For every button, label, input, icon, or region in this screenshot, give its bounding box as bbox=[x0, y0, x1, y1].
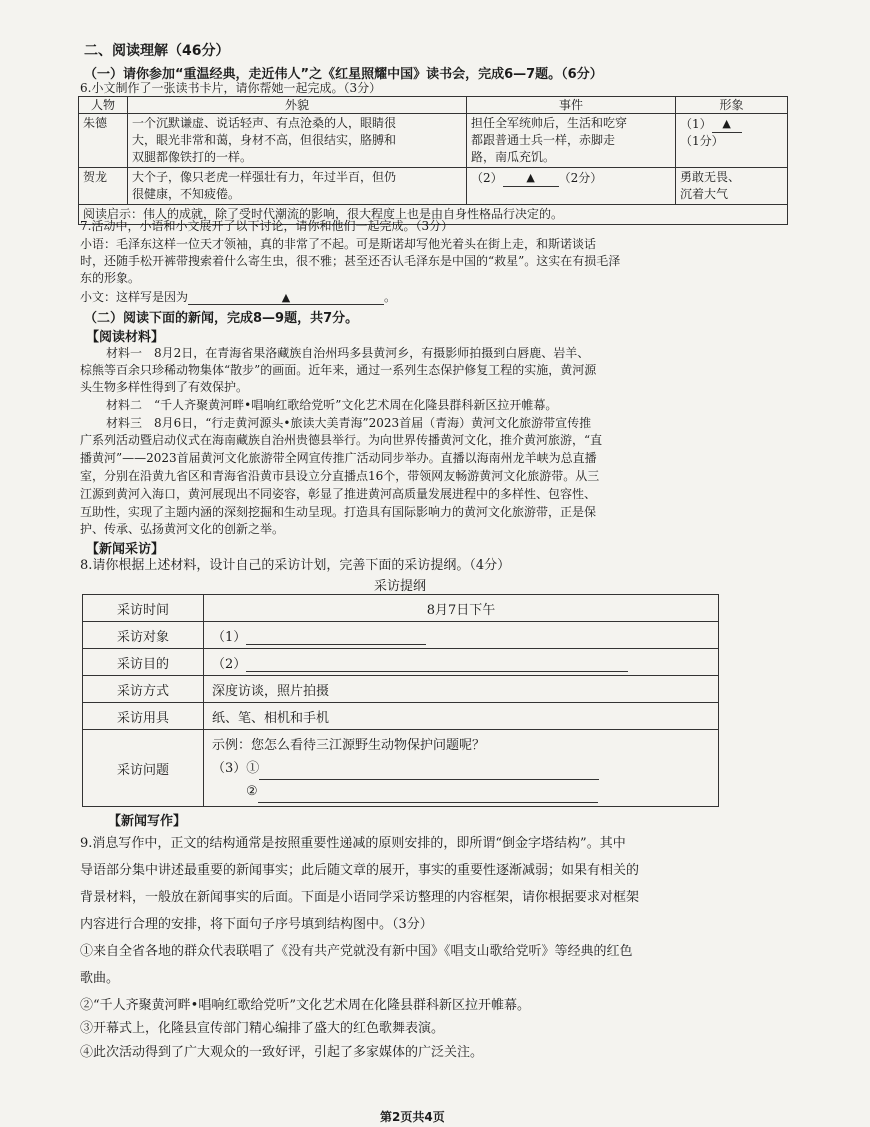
section-label-writing: 【新闻写作】 bbox=[108, 814, 187, 829]
page-footer: 第2页共4页 bbox=[380, 1110, 445, 1124]
question-answer-1[interactable] bbox=[212, 757, 710, 780]
table-row bbox=[83, 595, 719, 622]
answer-blank-question-1[interactable] bbox=[259, 765, 599, 780]
header-event: 事件 bbox=[467, 97, 676, 114]
person-name: 贺龙 bbox=[79, 168, 128, 205]
plan-title: 采访提纲 bbox=[374, 579, 427, 594]
triangle-icon: ▲ bbox=[722, 117, 731, 130]
table-row bbox=[83, 622, 719, 649]
blank-label: （3）① bbox=[212, 760, 260, 776]
question-answer-2[interactable] bbox=[212, 780, 710, 803]
table-row bbox=[83, 703, 719, 730]
material-line: 头生物多样性得到了有效保护。 bbox=[80, 380, 249, 394]
answer-blank-object[interactable] bbox=[246, 630, 426, 645]
answer-blank-purpose[interactable] bbox=[246, 657, 628, 672]
section-label-reading: 【阅读材料】 bbox=[86, 330, 165, 345]
question-7: 7.活动中，小语和小文展开了以下讨论，请你和他们一起完成。（3分） bbox=[80, 219, 454, 233]
table-row bbox=[83, 649, 719, 676]
answer-blank-q7[interactable] bbox=[188, 290, 384, 305]
header-person: 人物 bbox=[79, 97, 128, 114]
material-line: 江源到黄河入海口，黄河展现出不同姿容，彰显了推进黄河高质量发展进程中的多样性、包容性、 bbox=[80, 487, 597, 501]
sentence-2: ②“千人齐聚黄河畔•唱响红歌给党听”文化艺术周在化隆县群科新区拉开帷幕。 bbox=[80, 998, 530, 1013]
q9-line: 内容进行合理的安排，将下面句子序号填到结构图中。（3分） bbox=[80, 917, 433, 932]
material-line: 互助性，实现了主题内涵的深刻挖掘和生动呈现。打造具有国际影响力的黄河文化旅游带，正是保 bbox=[80, 505, 597, 519]
material-line: 广系列活动暨启动仪式在海南藏族自治州贵德县举行。为向世界传播黄河文化，推介黄河旅游，“直 bbox=[80, 433, 603, 447]
reply-label: 小文：这样写是因为 bbox=[80, 290, 189, 304]
answer-blank-2[interactable] bbox=[503, 169, 559, 187]
table-row bbox=[79, 114, 788, 168]
answer-blank-question-2[interactable] bbox=[258, 788, 598, 803]
triangle-icon: ▲ bbox=[526, 171, 535, 184]
event-cell bbox=[467, 114, 676, 168]
tools-value: 纸、笔、相机和手机 bbox=[204, 703, 719, 730]
row-label: 采访方式 bbox=[83, 676, 204, 703]
sentence-1: ①来自全省各地的群众代表联唱了《没有共产党就没有新中国》《唱支山歌给党听》等经典的红色 bbox=[80, 944, 633, 959]
period: 。 bbox=[384, 290, 397, 304]
appearance-cell bbox=[128, 114, 467, 168]
blank-label: （1） bbox=[212, 629, 247, 645]
material-line: 材料三 8月6日，“行走黄河源头•旅读大美青海”2023首届（青海）黄河文化旅游带宣传推 bbox=[106, 416, 592, 430]
blank-label: （2） bbox=[212, 656, 247, 672]
sentence-1-cont: 歌曲。 bbox=[80, 971, 120, 986]
q7-line: 小语：毛泽东这样一位天才领袖，真的非常了不起。可是斯诺却写他光着头在街上走，和斯诺谈话 bbox=[80, 237, 597, 251]
row-label: 采访目的 bbox=[83, 649, 204, 676]
blank-label: （1） bbox=[680, 117, 712, 131]
material-line: 材料二 “千人齐聚黄河畔•唱响红歌给党听”文化艺术周在化隆县群科新区拉开帷幕。 bbox=[106, 398, 558, 412]
event-line: 都跟普通士兵一样，赤脚走 bbox=[471, 133, 616, 147]
q9-line: 导语部分集中讲述最重要的新闻事实；此后随文章的展开，事实的重要性逐渐减弱；如果有相关的 bbox=[80, 863, 640, 878]
section-title: 二、阅读理解（46分） bbox=[84, 43, 230, 59]
table-row bbox=[83, 676, 719, 703]
appearance-line: 双腿都像铁打的一样。 bbox=[132, 150, 253, 164]
row-label: 采访用具 bbox=[83, 703, 204, 730]
answer-blank-1[interactable] bbox=[712, 115, 742, 133]
q7-line: 东的形象。 bbox=[80, 271, 141, 285]
row-label: 采访对象 bbox=[83, 622, 204, 649]
triangle-icon: ▲ bbox=[281, 291, 291, 304]
image-line: 勇敢无畏、 bbox=[680, 170, 741, 184]
sentence-3: ③开幕式上，化隆县宣传部门精心编排了盛大的红色歌舞表演。 bbox=[80, 1021, 445, 1036]
table-row bbox=[79, 168, 788, 205]
section-label-interview: 【新闻采访】 bbox=[86, 542, 165, 557]
material-line: 室，分别在沿黄九省区和青海省沿黄市县设立分直播点16个，带领网友畅游黄河文化旅游带。从三 bbox=[80, 469, 600, 483]
image-cell bbox=[676, 168, 788, 205]
material-line: 材料一 8月2日，在青海省果洛藏族自治州玛多县黄河乡，有摄影师拍摄到白唇鹿、岩羊、 bbox=[106, 346, 590, 360]
event-line: 担任全军统帅后，生活和吃穿 bbox=[471, 116, 628, 130]
method-value: 深度访谈，照片拍摄 bbox=[204, 676, 719, 703]
score-note: （2分） bbox=[558, 171, 603, 185]
q9-line: 9.消息写作中，正文的结构通常是按照重要性递减的原则安排的，即所谓“倒金字塔结构”。其中 bbox=[80, 836, 626, 851]
image-answer-cell[interactable] bbox=[676, 114, 788, 168]
appearance-line: 一个沉默谦虚、说话轻声、有点沧桑的人，眼睛很 bbox=[132, 116, 397, 130]
interview-plan-table bbox=[82, 594, 719, 807]
reading-insight: 阅读启示：伟人的成就，除了受时代潮流的影响，很大程度上也是由自身性格品行决定的。 bbox=[79, 205, 788, 225]
event-answer-cell[interactable] bbox=[467, 168, 676, 205]
material-line: 棕熊等百余只珍稀动物集体“散步”的画面。近年来，通过一系列生态保护修复工程的实施，黄河源 bbox=[80, 363, 597, 377]
appearance-line: 大，眼光非常和蔼，身材不高，但很结实，胳膊和 bbox=[132, 133, 397, 147]
row-label: 采访问题 bbox=[83, 730, 204, 807]
material-line: 播黄河”——2023首届黄河文化旅游带全网宣传推广活动同步举办。直播以海南州龙羊峡为总直播 bbox=[80, 451, 597, 465]
sentence-4: ④此次活动得到了广大观众的一致好评，引起了多家媒体的广泛关注。 bbox=[80, 1045, 484, 1060]
image-line: 沉着大气 bbox=[680, 187, 729, 201]
questions-cell bbox=[204, 730, 719, 807]
object-answer-cell[interactable] bbox=[204, 622, 719, 649]
score-note: （1分） bbox=[680, 134, 724, 148]
appearance-cell bbox=[128, 168, 467, 205]
event-line: 路，南瓜充饥。 bbox=[471, 150, 556, 164]
material-line: 护、传承、弘扬黄河文化的创新之举。 bbox=[80, 522, 285, 536]
appearance-line: 很健康，不知疲倦。 bbox=[132, 187, 241, 201]
table-row bbox=[83, 730, 719, 807]
part2-title: （二）阅读下面的新闻，完成8—9题，共7分。 bbox=[84, 311, 359, 326]
header-appearance: 外貌 bbox=[128, 97, 467, 114]
reading-card-table bbox=[78, 96, 788, 225]
person-name: 朱德 bbox=[79, 114, 128, 168]
question-6: 6.小文制作了一张读书卡片，请你帮她一起完成。（3分） bbox=[80, 81, 382, 95]
row-label: 采访时间 bbox=[83, 595, 204, 622]
blank-label: ② bbox=[246, 783, 258, 799]
q7-line: 时，还随手松开裤带搜索着什么寄生虫，很不雅；甚至还否认毛泽东是中国的“救星”。这实在有损毛泽 bbox=[80, 254, 621, 268]
blank-label: （2） bbox=[471, 171, 503, 185]
header-image: 形象 bbox=[676, 97, 788, 114]
part1-title: （一）请你参加“重温经典，走近伟人”之《红星照耀中国》读书会，完成6—7题。（6分） bbox=[84, 67, 603, 82]
table-header-row bbox=[79, 97, 788, 114]
time-value: 8月7日下午 bbox=[204, 595, 719, 622]
question-example: 示例：您怎么看待三江源野生动物保护问题呢？ bbox=[212, 737, 486, 753]
appearance-line: 大个子，像只老虎一样强壮有力，年过半百，但仍 bbox=[132, 170, 397, 184]
q9-line: 背景材料，一般放在新闻事实的后面。下面是小语同学采访整理的内容框架，请你根据要求对框架 bbox=[80, 890, 640, 905]
purpose-answer-cell[interactable] bbox=[204, 649, 719, 676]
q7-reply bbox=[80, 288, 396, 305]
question-8: 8.请你根据上述材料，设计自己的采访计划，完善下面的采访提纲。（4分） bbox=[80, 558, 511, 573]
